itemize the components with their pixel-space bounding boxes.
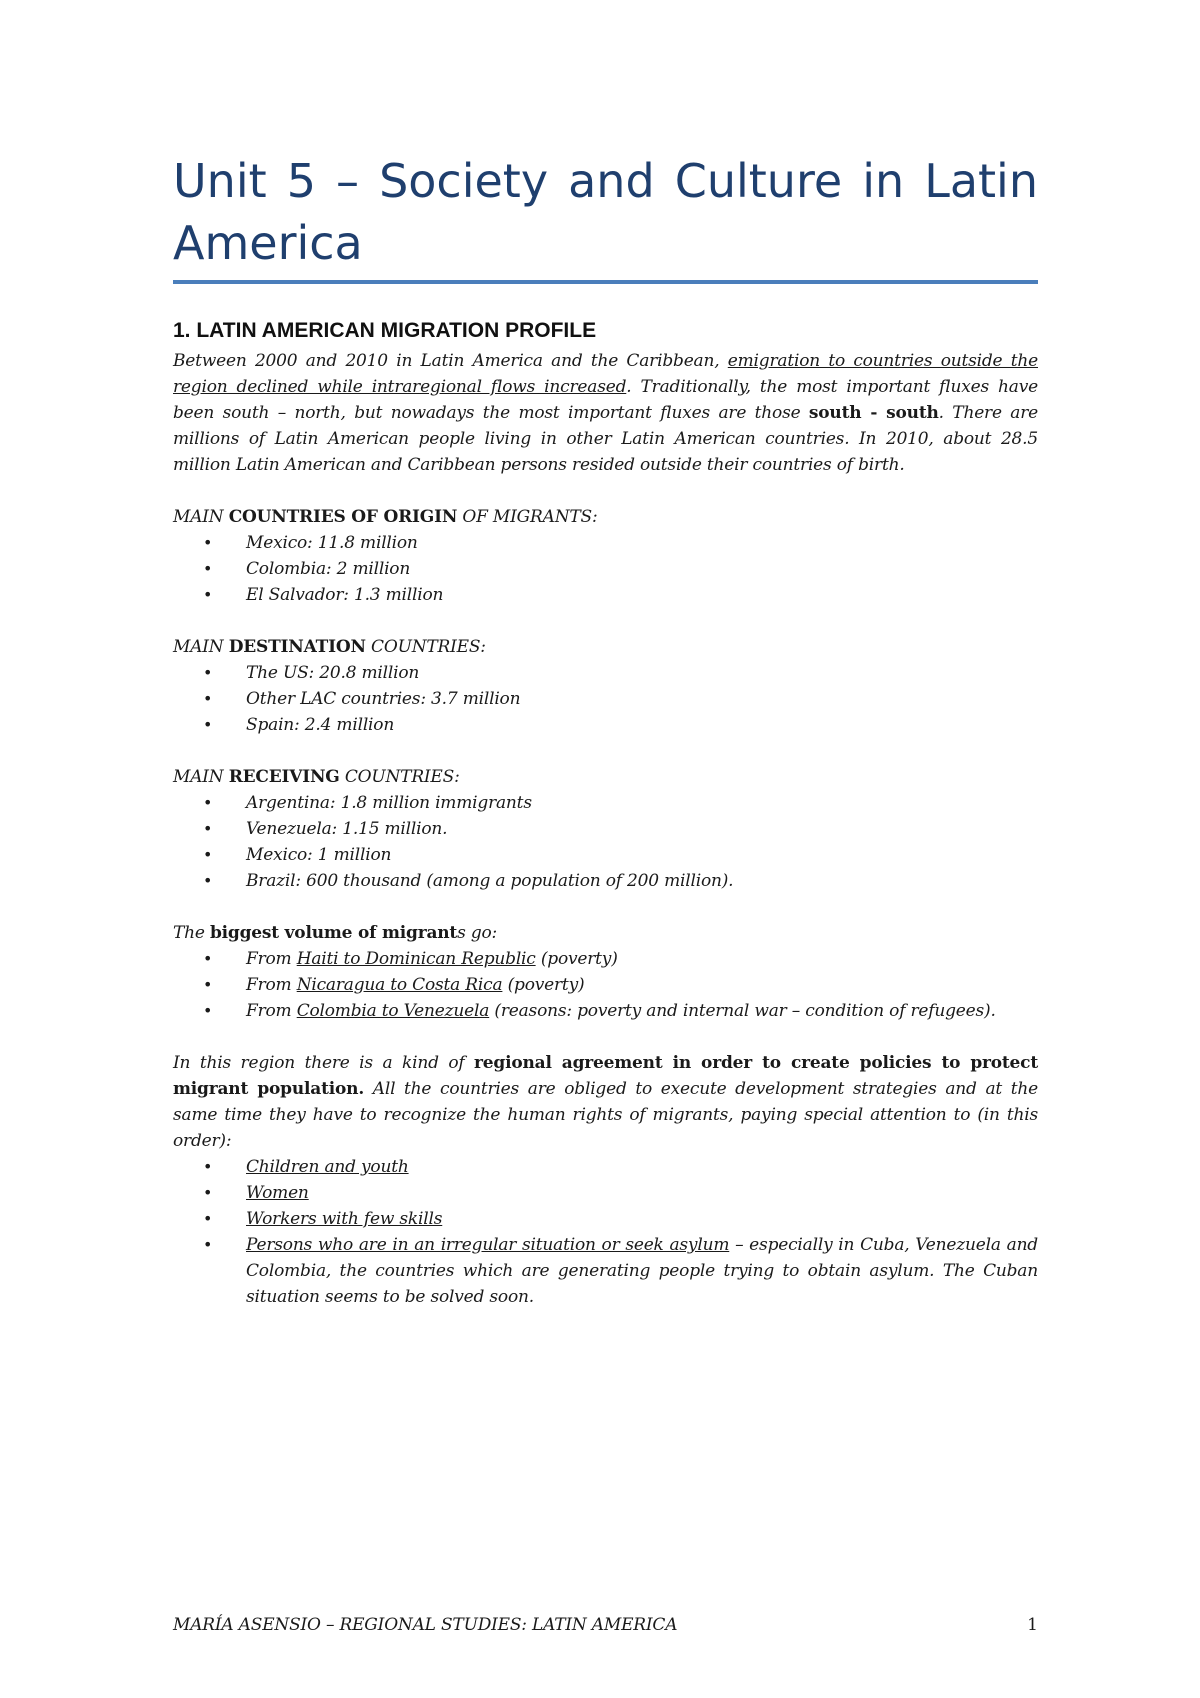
list-item — [173, 660, 1038, 686]
list-item — [173, 868, 1038, 894]
list-item — [173, 790, 1038, 816]
destination-heading-bold: DESTINATION — [228, 637, 366, 657]
bullet-icon: • — [203, 949, 213, 968]
agreement-list — [173, 1154, 1038, 1310]
list-item — [173, 972, 1038, 998]
list-item-text: From — [246, 1001, 297, 1021]
list-item-underlined: Persons who are in an irregular situation or seek asylum — [246, 1235, 730, 1255]
bullet-icon: • — [203, 1209, 213, 1228]
agreement-bold-text: regional agreement in order to create policies to protect migrant population. — [173, 1053, 1038, 1099]
list-item-text: Spain: 2.4 million — [246, 715, 395, 735]
list-item — [173, 1206, 1038, 1232]
bullet-icon: • — [203, 1157, 213, 1176]
receiving-heading — [173, 764, 1038, 790]
list-item-text: Other LAC countries: 3.7 million — [246, 689, 521, 709]
list-item-underlined: Haiti to Dominican Republic — [296, 949, 536, 969]
bullet-icon: • — [203, 871, 213, 890]
bullet-icon: • — [203, 559, 213, 578]
agreement-paragraph — [173, 1050, 1038, 1154]
volume-heading-mid: s — [457, 923, 466, 943]
receiving-heading-pre: MAIN — [173, 767, 229, 787]
list-item-text: (reasons: poverty and internal war – condition of refugees). — [489, 1001, 996, 1021]
list-item-underlined: Nicaragua to Costa Rica — [296, 975, 503, 995]
list-item-underlined: Women — [246, 1183, 309, 1203]
intro-text-2: . Traditionally, the most important fluxes have been south – north, but nowadays the most important fluxes are those — [173, 377, 1038, 423]
list-item — [173, 842, 1038, 868]
bullet-icon: • — [203, 1235, 213, 1254]
list-item — [173, 582, 1038, 608]
origin-heading-bold: COUNTRIES OF ORIGIN — [228, 507, 458, 527]
list-item — [173, 686, 1038, 712]
destination-list — [173, 660, 1038, 738]
destination-heading-pre: MAIN — [173, 637, 229, 657]
receiving-list — [173, 790, 1038, 894]
list-item-underlined: Workers with few skills — [246, 1209, 443, 1229]
origin-list — [173, 530, 1038, 608]
origin-heading-pre: MAIN — [173, 507, 229, 527]
list-item-text: From — [246, 975, 297, 995]
list-item-text: Colombia: 2 million — [246, 559, 411, 579]
bullet-icon: • — [203, 689, 213, 708]
volume-heading — [173, 920, 1038, 946]
origin-heading-post: OF MIGRANTS: — [457, 507, 598, 527]
list-item-text: – especially in Cuba, Venezuela and Colombia, the countries which are generating people trying to obtain asylum. The Cuban situation seems to be solved soon. — [246, 1235, 1038, 1307]
bullet-icon: • — [203, 585, 213, 604]
bullet-icon: • — [203, 1183, 213, 1202]
list-item-text: Mexico: 1 million — [246, 845, 392, 865]
list-item-text: (poverty) — [535, 949, 618, 969]
list-item — [173, 998, 1038, 1024]
origin-heading — [173, 504, 1038, 530]
list-item-text: El Salvador: 1.3 million — [246, 585, 444, 605]
destination-heading-post: COUNTRIES: — [365, 637, 486, 657]
list-item-text: Argentina: 1.8 million immigrants — [246, 793, 532, 813]
intro-underlined-text: emigration to countries outside the region declined while intraregional flows increased — [173, 351, 1038, 397]
section-heading: 1. LATIN AMERICAN MIGRATION PROFILE — [173, 319, 597, 342]
bullet-icon: • — [203, 715, 213, 734]
list-item — [173, 1180, 1038, 1206]
list-item — [173, 1232, 1038, 1310]
volume-heading-bold: biggest volume of migrant — [209, 923, 458, 943]
list-item — [173, 712, 1038, 738]
agreement-text-post: All the countries are obliged to execute development strategies and at the same time they have to recognize the human rights of migrants, paying special attention to (in this order): — [173, 1079, 1039, 1151]
intro-text-3: . There are millions of Latin American people living in other Latin American countries. In 2010, about 28.5 million Latin American and Caribbean persons resided outside their countries of birth. — [173, 403, 1039, 475]
bullet-icon: • — [203, 533, 213, 552]
agreement-text-pre: In this region there is a kind of — [173, 1053, 475, 1073]
bullet-icon: • — [203, 975, 213, 994]
list-item-text: (poverty) — [502, 975, 585, 995]
volume-list — [173, 946, 1038, 1024]
destination-heading — [173, 634, 1038, 660]
list-item-underlined: Colombia to Venezuela — [296, 1001, 490, 1021]
list-item-underlined: Children and youth — [246, 1157, 409, 1177]
list-item — [173, 816, 1038, 842]
page-title: Unit 5 – Society and Culture in Latin America — [173, 154, 1038, 270]
bullet-icon: • — [203, 819, 213, 838]
receiving-heading-bold: RECEIVING — [228, 767, 340, 787]
title-underline-rule — [173, 280, 1038, 284]
intro-text-1: Between 2000 and 2010 in Latin America and the Caribbean, — [173, 351, 728, 371]
list-item — [173, 530, 1038, 556]
list-item-text: From — [246, 949, 297, 969]
list-item — [173, 946, 1038, 972]
intro-paragraph — [173, 348, 1038, 478]
list-item-text: Brazil: 600 thousand (among a population of 200 million). — [246, 871, 734, 891]
bullet-icon: • — [203, 663, 213, 682]
volume-heading-pre: The — [173, 923, 210, 943]
page-footer-author: MARÍA ASENSIO – REGIONAL STUDIES: LATIN AMERICA — [173, 1615, 678, 1635]
bullet-icon: • — [203, 845, 213, 864]
bullet-icon: • — [203, 1001, 213, 1020]
list-item-text: The US: 20.8 million — [246, 663, 420, 683]
volume-heading-post: go: — [465, 923, 498, 943]
intro-bold-text: south - south — [808, 403, 939, 423]
page-number: 1 — [1027, 1615, 1038, 1635]
document-body — [173, 316, 1038, 1310]
list-item-text: Venezuela: 1.15 million. — [246, 819, 448, 839]
receiving-heading-post: COUNTRIES: — [339, 767, 460, 787]
list-item-text: Mexico: 11.8 million — [246, 533, 418, 553]
list-item — [173, 1154, 1038, 1180]
bullet-icon: • — [203, 793, 213, 812]
list-item — [173, 556, 1038, 582]
